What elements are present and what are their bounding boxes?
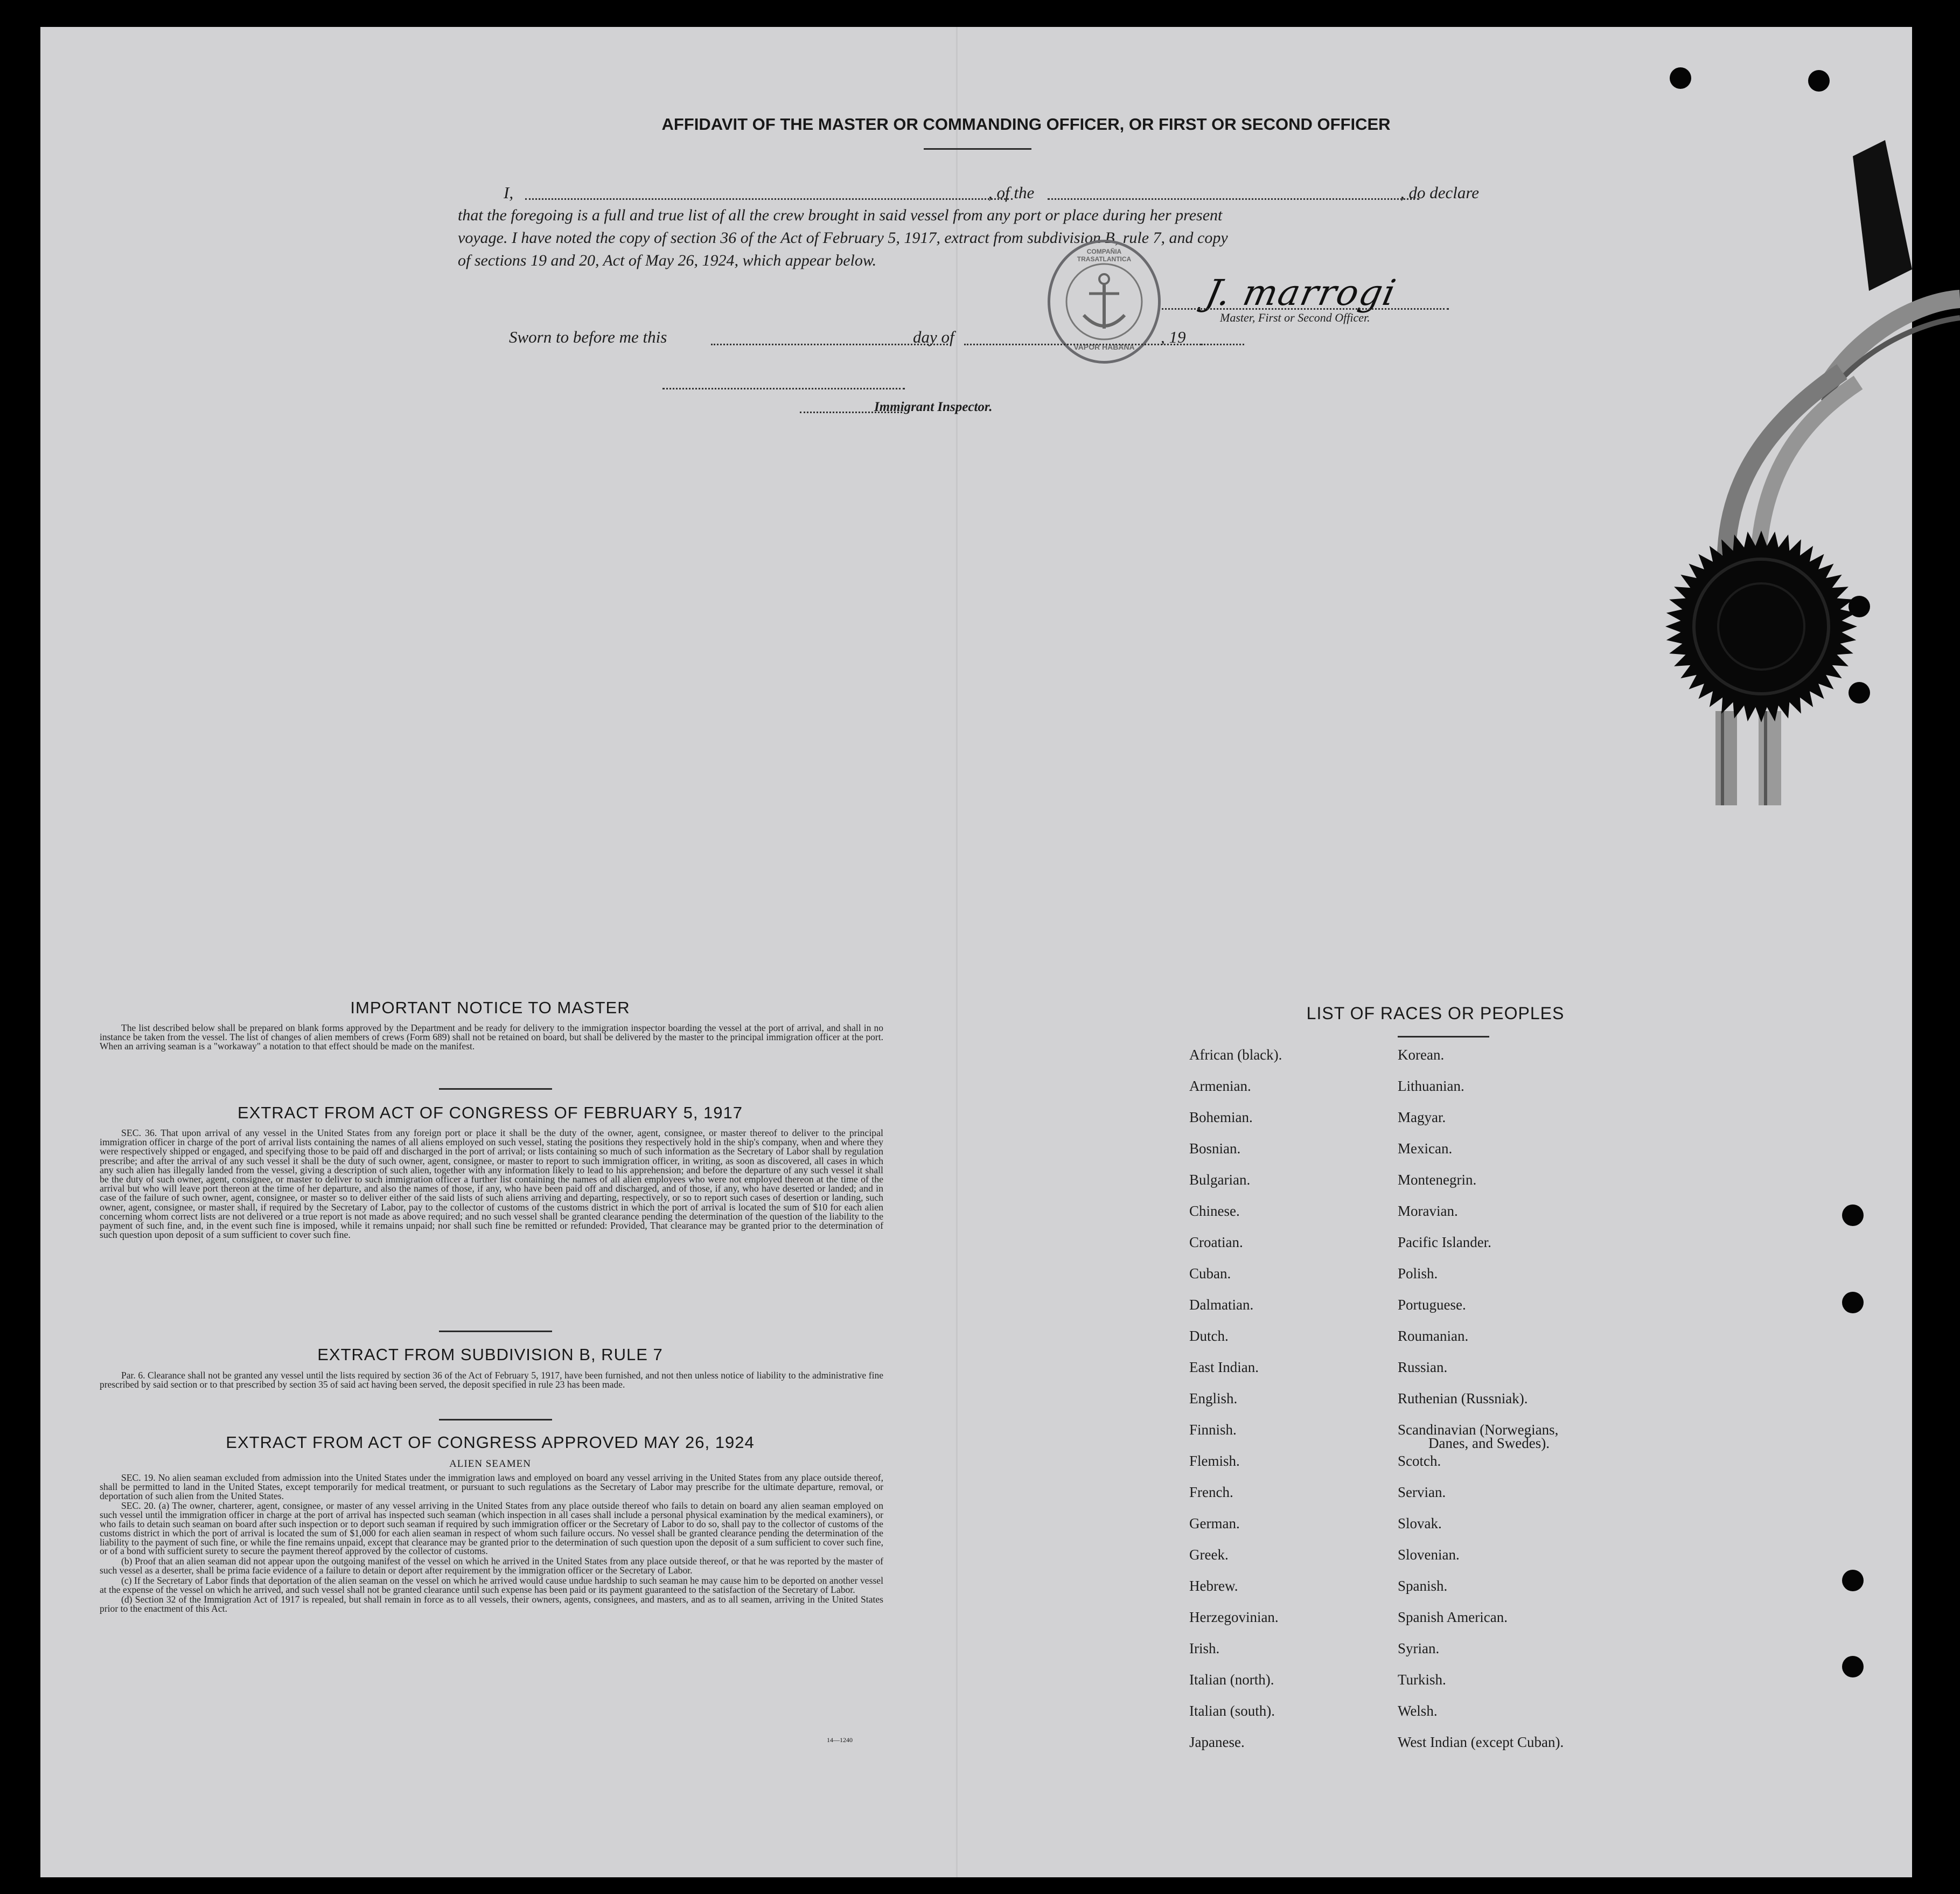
race-left-22: Japanese. [1189,1734,1245,1750]
races-title: LIST OF RACES OR PEOPLES [1306,1004,1565,1023]
race-right-14: Servian. [1398,1484,1446,1500]
race-right-15: Slovak. [1398,1515,1442,1531]
race-left-21: Italian (south). [1189,1703,1275,1719]
race-left-0: African (black). [1189,1047,1282,1063]
sworn-day-blank[interactable] [711,344,948,345]
race-left-12: Finnish. [1189,1422,1237,1438]
inspector-label: Immigrant Inspector. [874,400,993,414]
race-right-7: Polish. [1398,1265,1438,1282]
extract-1917-text: SEC. 36. That upon arrival of any vessel in the United States from any foreign port or place it shall be the duty of the owner, agent, consignee, or master thereof to deliver to the principal immigration officer in charge of the port of arrival lists containing the names of all aliens employed on such vessel, stating the positions they respectively hold in the ship's company, when and where they were respectively shipped or engaged, and specifying those to be paid off and discharged in the port of arrival; or lists containing so much of such information as the Secretary of Labor shall by regulation prescribe; and after the arrival of any such vessel it shall be the duty of such owner, agent, consignee, or master to report to such immigration officer, in writing, as soon as discovered, all cases in which any such alien has illegally landed from the vessel, giving a description of such alien, together with any information likely to lead to his apprehension; and before the departure of any such vessel it shall be the duty of such owner, agent, consignee, or master to deliver to such immigration officer a further list containing the names of all alien employees who were not employed thereon at the time of the arrival but who will leave port thereon at the time of her departure, and also the names of those, if any, who have been paid off and discharged, and of those, if any, who have deserted or landed; and in case of the failure of such owner, agent, consignee, or master so to deliver either of the said lists of such aliens arriving and departing, respectively, or so to report such cases of desertion or landing, such owner, agent, consignee, or master shall, if required by the Secretary of Labor, pay to the collector of customs of the customs district in which the port of arrival is located the sum of $10 for each alien concerning whom correct lists are not delivered or a true report is not made as above required; and no such vessel shall be granted clearance pending the determination of the question of the liability to the payment of such fine, and, in the event such fine is imposed, while it remains unpaid; nor shall such fine be remitted or refunded: Provided, That clearance may be granted prior to the determination of such question upon deposit of a sum sufficient to cover such fine. [100,1127,883,1241]
race-right-3: Mexican. [1398,1140,1453,1157]
race-right-12: Scandinavian (Norwegians, [1398,1422,1559,1438]
signature: J. marrogi [1202,272,1400,314]
notice-title: IMPORTANT NOTICE TO MASTER [350,998,630,1017]
extract-1924-title: EXTRACT FROM ACT OF CONGRESS APPROVED MAY 26, 1924 [226,1433,755,1452]
affidavit-title: AFFIDAVIT OF THE MASTER OR COMMANDING OFFICER, OR FIRST OR SECOND OFFICER [661,115,1391,134]
rule7-title: EXTRACT FROM SUBDIVISION B, RULE 7 [317,1345,663,1364]
punch-hole [1849,596,1870,617]
race-continuation: Danes, and Swedes). [1428,1435,1550,1451]
race-right-13: Scotch. [1398,1453,1441,1469]
extract-1917-title: EXTRACT FROM ACT OF CONGRESS OF FEBRUARY 5, 1917 [237,1103,743,1122]
race-right-0: Korean. [1398,1047,1445,1063]
document-page [40,27,1912,1877]
race-left-11: English. [1189,1390,1238,1406]
fold-crease [956,27,958,1877]
race-right-4: Montenegrin. [1398,1172,1477,1188]
form-number: 14—1240 [827,1736,853,1744]
punch-hole [1670,67,1691,89]
race-right-20: Turkish. [1398,1672,1446,1688]
race-right-18: Spanish American. [1398,1609,1508,1625]
race-left-19: Irish. [1189,1640,1220,1656]
race-left-20: Italian (north). [1189,1672,1274,1688]
race-right-8: Portuguese. [1398,1297,1466,1313]
inspector-line [662,388,905,389]
race-left-15: German. [1189,1515,1240,1531]
race-right-19: Syrian. [1398,1640,1440,1656]
affidavit-line-4: of sections 19 and 20, Act of May 26, 1924, which appear below. [458,252,877,269]
race-left-7: Cuban. [1189,1265,1231,1282]
race-right-21: Welsh. [1398,1703,1438,1719]
affidavit-declare: , do declare [1400,183,1480,202]
race-right-17: Spanish. [1398,1578,1448,1594]
vessel-blank[interactable] [1048,198,1419,200]
race-right-6: Pacific Islander. [1398,1234,1491,1250]
race-right-16: Slovenian. [1398,1547,1460,1563]
race-right-10: Russian. [1398,1359,1448,1375]
signature-caption: Master, First or Second Officer. [1220,311,1370,324]
name-blank[interactable] [525,198,1013,200]
punch-hole [1808,70,1830,92]
race-left-17: Hebrew. [1189,1578,1238,1594]
sworn-year-blank[interactable] [1201,344,1244,345]
extract-1924-subtitle: ALIEN SEAMEN [449,1458,531,1470]
race-right-1: Lithuanian. [1398,1078,1464,1094]
race-right-5: Moravian. [1398,1203,1458,1219]
affidavit-of-the: , of the [988,183,1035,202]
race-left-16: Greek. [1189,1547,1229,1563]
affidavit-line-2: that the foregoing is a full and true list of all the crew brought in said vessel from any port or place during her present [458,206,1223,224]
punch-hole [1842,1570,1864,1591]
race-left-9: Dutch. [1189,1328,1229,1344]
affidavit-i: I, [504,183,514,202]
race-right-2: Magyar. [1398,1109,1446,1125]
divider [924,148,1031,150]
divider [439,1088,552,1090]
punch-hole [1849,682,1870,704]
divider [1398,1036,1489,1037]
signature-line [1158,308,1449,310]
race-left-1: Armenian. [1189,1078,1251,1094]
affidavit-line-3: voyage. I have noted the copy of section 36 of the Act of February 5, 1917, extract from subdivision B, rule 7, and copy [458,229,1228,247]
punch-hole [1842,1204,1864,1226]
divider [439,1331,552,1332]
race-left-2: Bohemian. [1189,1109,1253,1125]
race-left-8: Dalmatian. [1189,1297,1254,1313]
day-of-label: day of [913,328,954,346]
punch-hole [1842,1292,1864,1313]
year-label: , 19 [1161,328,1186,346]
race-left-13: Flemish. [1189,1453,1240,1469]
race-left-6: Croatian. [1189,1234,1243,1250]
rule7-text: Par. 6. Clearance shall not be granted any vessel until the lists required by section 36 of the Act of February 5, 1917, have been furnished, and not then unless notice of liability to the administrative fine prescribed by said section or to that prescribed by section 35 of said act having been served, the deposit specified in rule 23 has been made. [100,1370,883,1390]
stamp-bottom-text: VAPOR HABANA [1073,343,1135,351]
race-left-18: Herzegovinian. [1189,1609,1279,1625]
punch-hole [1842,1656,1864,1677]
race-left-10: East Indian. [1189,1359,1259,1375]
race-left-3: Bosnian. [1189,1140,1241,1157]
notice-text: The list described below shall be prepared on blank forms approved by the Department and be ready for delivery to the immigration inspector boarding the vessel at the port of arrival, and shall in no instance be taken from the vessel. The list of changes of alien members of crews (Form 689) shall not be retained on board, but shall be delivered by the master to the principal immigration officer at the port. When an arriving seaman is a "workaway" a notation to that effect should be made on the manifest. [100,1022,883,1052]
race-left-4: Bulgarian. [1189,1172,1251,1188]
race-right-9: Roumanian. [1398,1328,1469,1344]
stamp-top-text: COMPAÑIA TRASATLANTICA [1077,248,1132,263]
divider [439,1419,552,1420]
sworn-label: Sworn to before me this [509,328,667,346]
race-left-5: Chinese. [1189,1203,1240,1219]
extract-1924-text: SEC. 19. No alien seaman excluded from admission into the United States under the immigration laws and employed on board any vessel arriving in the United States from any place outside thereof, shall be permitted to land in the United States, except temporarily for medical treatment, or pursuant to such regulations as the Secretary of Labor may prescribe for the ultimate departure, removal, or deportation of such alien from the United States. SEC. 20. (a) The owner, charterer, agent, consignee, or master of any vessel arriving in the United States from any place outside thereof who fails to detain on board any alien seaman employed on such vessel until the immigration officer in charge at the port of arrival has inspected such seaman (which inspection in all cases shall include a personal physical examination by the medical examiners), or who fails to detain such seaman on board after such inspection or to deport such seaman if required by such immigration officer or the Secretary of Labor to do so, shall pay to the collector of customs of the customs district in which the port of arrival is located the sum of $1,000 for each alien seaman in respect of whom such failure occurs. No vessel shall be granted clearance pending the determination of the liability to the payment of such fine, or while the fine remains unpaid, except that clearance may be granted prior to the determination of such question upon the deposit of a sum sufficient to cover such fine, or of a bond with sufficient surety to secure the payment thereof approved by the collector of customs. (b) Proof that an alien seaman did not appear upon the outgoing manifest of the vessel on which he arrived in the United States from any place outside thereof, or that he was reported by the master of such vessel as a deserter, shall be prima facie evidence of a failure to detain or deport after requirement by the immigration officer or the Secretary of Labor. (c) If the Secretary of Labor finds that deportation of the alien seaman on the vessel on which he arrived would cause undue hardship to such seaman he may cause him to be deported on another vessel at the expense of the vessel on which he arrived, and such vessel shall not be granted clearance until such expense has been paid or its payment guaranteed to the satisfaction of the Secretary of Labor. (d) Section 32 of the Immigration Act of 1917 is repealed, but shall remain in force as to all vessels, their owners, agents, consignees, and masters, and as to all seamen, arriving in the United States prior to the enactment of this Act. [100,1472,883,1614]
race-left-14: French. [1189,1484,1233,1500]
race-right-11: Ruthenian (Russniak). [1398,1390,1528,1406]
race-right-22: West Indian (except Cuban). [1398,1734,1564,1750]
